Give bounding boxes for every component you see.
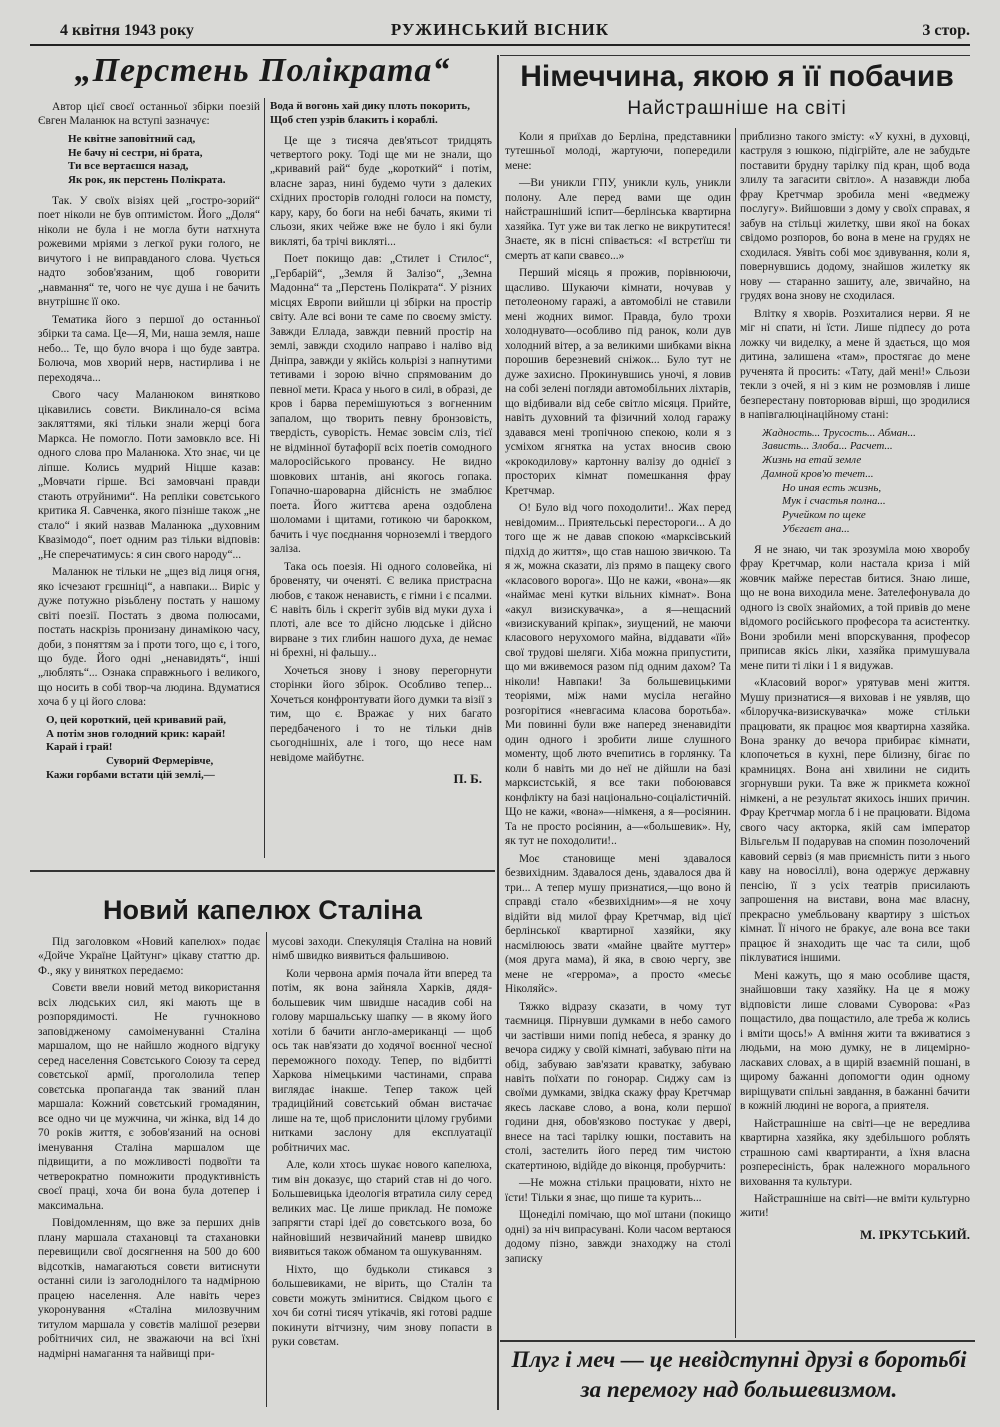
verse-line: Жизнь на етай земле	[762, 454, 862, 467]
paragraph: О! Було від чого походолити!.. Жах перед невідомим... Приятельські перестороги... А до того ще ж не давав спокою «марксівський підхід до життя», що став нашою звичкою. Та я ж, можна сказати, ліз прямо в пащеку свого «класового ворога». Що не кажи, «вона»—як «наймає мені кутки вільних кімнат». Вона «акул визискувачка», а я—нещасний «визискуваний кріпак», зиущений, не маючи класового нерухомого майна, віддавати «їй» свої трудові шеляги. Хіба можна припустити, що ми вживемося разом під одним дахом? Та ніколи! Навпаки! За большевицькими теоріями, між нами мусіла негайно розгорітися «невгасима класова боротьба». Ми повинні були вже наперед зненавидіти один одного і зробити лише слушного моменту, щоб люто вчепитись в горлянку. Та коли б навіть ми до неї не дійшли на базі марксистській, я все таки побоювався конфлікту на базі національно-соціалістичній. Що не кажи, «вона»—німкеня, а я—росіянин. Та не просто росіянин, а—«большевик». Ну, як тут не походолити!..	[505, 502, 731, 848]
column-divider	[497, 55, 499, 1410]
paragraph: Хочеться знову і знову перегорнути сторінки його збірок. Особливо тепер... Хочеться конфронтувати його думки та візії з тим, що є. Вражає у них багато передбаченого і то не тільки днів сьогоднішніх, але і того, що несе нам невідоме майбутнє.	[270, 664, 492, 764]
paragraph: Така ось поезія. Ні одного соловейка, ні бровеняту, чи оченяті. Є велика пристрасна любов, є також ненависть, є гімни і є псалми. Є навіть біль і скрегіт зубів від муки духа і плоті, але все то дійсно людське і дійсно вирване з тих глибин нашого духа, де немає ні брехні, ні фальшу...	[270, 560, 492, 660]
epigraph	[68, 133, 260, 188]
verse-line: Но иная есть жизнь,	[782, 481, 882, 494]
paragraph: «Класовий ворог» урятував мені життя. Мушу признатися—я виховав і не уявляв, що «білоручка-визискувачка» може стільки працювати, як працює моя квартирна хазяйка. Вона зранку до вечора прибирає кімнати, клопочеться в кухні, пере білизну, бігає по крамницях. Вона ані хвилини не сидить згорнувши руки. Та вже ж прикмета кожної німкені, а не результат якихось інших причин. Фрау Кретчмар могла б і не працювати. Відома свого часу акторка, якій сам імператор Вільгельм II подарував на спомин позолочений кавовий сервіз (я мав приємність пити з нього каву на новосіллі), вона одержує державну пенсію, її з усіх театрів присилають запрошення на вистави, вона має власну, прекрасно умебльовану квартиру з шістьох кімнат. Її нічого не бракує, але вона все таки працює й знаходить ще час та сили, щоб піклуватися іншими.	[740, 677, 970, 965]
paragraph: Тематика його з першої до останньої збірки та сама. Це—Я, Ми, наша земля, наше небо... Те, що було вчора і що буде завтра. Болюча, мов хворий нерв, настирлива і не переходяча...	[38, 313, 260, 384]
article-column	[38, 100, 260, 855]
verse-line: Вода й вогонь хай дику плоть покорить,	[270, 100, 470, 112]
verse-line: Суворий Фермерівче,	[106, 755, 214, 768]
paragraph: Під заголовком «Новий капелюх» подає «Дойче Україне Цайтунг» цікаву статтю др. Ф., яку у виняткох передаємо:	[38, 936, 260, 977]
paragraph: Так. У своїх візіях цей „гостро-зорий“ поет ніколи не був оптимістом. Його „Доля“ ніколи не була і не могла бути натхнута рожевими мріями з легкої руки голого, не вичутого і не виправданого слова. Чується надто зобов'язаним, щоб говорити „навмання“ те, чого не чує душа і не бачить внутрішнє її око.	[38, 194, 260, 309]
verse-line: Ручейком по щеке	[782, 509, 866, 522]
newspaper-name: РУЖИНСЬКИЙ ВІСНИК	[390, 20, 610, 39]
verse-line: Як рок, як перстень Полікрата.	[68, 174, 226, 187]
paragraph: Мені кажуть, що я маю особливе щастя, знайшовши таку хазяйку. На це я можу відповісти лише словами Суворова: «Раз пощастило, два пощастило, але треба ж колись і вміти щось!» А вміння жити та вживатися з людьми, на мою думку, не в лицемірно-ласкавих словах, а в щирій взаємній пошані, в щирому бажанні допомогти один одному виріщувати спільні завдання, в бажанні бачити в кожній людині не ворога, а приятеля.	[740, 969, 970, 1113]
verse-line: Жадность... Трусость... Абман...	[762, 426, 916, 439]
column-divider	[735, 128, 736, 1338]
verse-line: А потім знов голодний крик: карай!	[46, 727, 226, 740]
verse-line: Убєгаєт ана...	[782, 522, 850, 535]
paragraph: Поет покищо дав: „Стилет і Стилос“, „Гербарій“, „Земля й Залізо“, „Земна Мадонна“ та „Перстень Полікрата“. У різних місцях Европи вийшли ці збірки на простір світу. Але всі вони те саме по своєму змісту. Завжди Еллада, завжди певний простір на землі, завжди сходило направо і наліво від Дніпра, завжди у якійсь кольрізі з напнутими тетивами і зорою вічно спрямованим до певної мети. Краса у нього в силі, в образі, де кров і барва перемішуються з вогненним запалом, що творить певну бронзовість, твердість, суворість. Немає зовсім сліз, тієї не відмінної бутафорії всіх поетів сомодного малоросійського провансу. Не видно шовкових штанів, ані якогось гопака. Гопачно-шароварна дійсність не змаблює поета. Його життєва арена оздоблена шоломами і щитами, готикою чи барокком, бачить і чує поєднання чорноземлі і твердого заліза.	[270, 253, 492, 556]
article-subtitle: Найстрашніше на світі	[627, 98, 847, 119]
article-column	[740, 130, 970, 1338]
verse-line: Карай і грай!	[46, 741, 113, 754]
verse-line: Дамной кров'ю течет...	[762, 467, 874, 480]
verse-line: Щоб степ узрів блакить і кораблі.	[270, 113, 438, 126]
paragraph: Повідомленням, що вже за перших днів плану маршала стахановці та стахановки перевищили свої досягнення на 500 до 600 відсотків, намагаються совєти витиснути останні сили із заголоднілого та надмірною працею населення. Але навіть через укоронування «Сталіна милозвучним титулом маршала у совєтів малішої резерви робітничих сил, не зважаючи на всі їхні надмірні намагання та найвищі при-	[38, 1217, 260, 1360]
slogan-banner: Плуг і меч — це невідступні друзі в боротьбі за перемогу над большевизмом.	[511, 1347, 967, 1402]
paragraph: Це ще з тисяча дев'ятьсот тридцять четвертого року. Тоді ще ми не знали, що „кривавий рай“ буде „короткий“ і потім, власне зараз, нині будемо чути з далеких східних просторів голодні голоси на помсту, кару, кару, бо боги на небі бачать, якими ті сльози, яких чейже вже не було і які були викляті, ба трічі викляті...	[270, 134, 492, 248]
quoted-verse	[46, 714, 260, 783]
paragraph: Моє становище мені здавалося безвихідним. Здавалося день, здавалося два й три... А тепер мушу признатися,—що воно й справді стало «безвихідним»—я не хочу відійти від милої фрау Кретчмар, від цієї берлінської квартирної хазяйки, яку насмілююсь звати «майне цвайте муттер» (моя друга мама), й яка, в свою чергу, зве мене не «геррома», а просто «месьє Ніколяйс».	[505, 852, 731, 996]
verse-line: Ти все вертаєшся назад,	[68, 160, 189, 173]
paragraph: Маланюк не тільки не „щез від лиця огня, яко ісчезают грєшніці“, а навпаки... Виріс у дуже потужно різьблену постать у нашому світі поезії. Постать з двома полюсами, постать наскрізь пронизану динамікою часу, доби, з поняттям за і проти того, що є, і того, що буде. Його одні „ненавидять“, інші „люблять“... Ознака справжнього і великого, що носить в собі твор-ча людина. Вдуматися хоча б у ці його слова:	[38, 566, 260, 709]
issue-date: 4 квітня 1943 року	[60, 22, 194, 39]
article-title: Новий капелюх Сталіна	[103, 895, 422, 925]
verse-line: Не квітне заповітний сад,	[68, 132, 196, 145]
article-title: „Перстень Полікрата“	[74, 52, 451, 89]
paragraph: Коли я приїхав до Берліна, представники тутешньої молоді, жартуючи, попередили мене:	[505, 131, 731, 172]
page-header	[30, 18, 970, 46]
paragraph: Але, коли хтось шукає нового капелюха, тим він доказує, що старий став ні до чого. Большевицька ідеологія втратила силу серед великих мас. Це лише приклад. Не поможе запрягти старі ідеї до совєтського воза, бо найновіший незвичайний маневр швидко виявиться також обманом та ошукуванням.	[272, 1159, 492, 1259]
paragraph: мусові заходи. Спекуляція Сталіна на новий німб швидко виявиться фальшивою.	[272, 936, 492, 963]
page-number: 3 стор.	[922, 22, 970, 39]
paragraph: Свого часу Маланюком винятково цікавились совєти. Виклинало-ся всіма закляттями, які тільки знали жерці бога Маркса. Не помогло. Поти замовкло все. Ні одного слова про Маланюка. Хто знає, чи це ліпше. Колись мудрий Ніцше казав: „Мовчати гірше. Всі замовчані правди стають отруйними“. На репліки совєтського критика Я. Савченка, якого пізніше також „не стало“ і який назвав Маланюка „духовним Квазімодо“, поет одним раз тільки відповів: „Не сперечатимусь: я син свого народу“...	[38, 389, 260, 561]
poem	[762, 427, 970, 537]
paragraph: Коли червона армія почала йти вперед та потім, як вона зайняла Харків, дядя-большевик чим швидше насадив собі на голову маршальську шапку — в якому його хотіли б бачити англо-американці — щоб ось так нав'язати до ходячої воєнної чесної переможного походу. Тепер, по відбитті Харкова німецькими частинами, справа виглядає інакше. Тепер також цей традиційний совєтський обман вистачає лише на те, щоб прислонити цілому грубими нитками заслону для експлуатації робітничих мас.	[272, 967, 492, 1154]
quoted-verse	[270, 100, 492, 128]
section-divider	[30, 870, 495, 872]
paragraph: Перший місяць я прожив, порівнюючи, щасливо. Шукаючи кімнати, ночував у петолеоному гаражі, а автомобілі не ставили мені жодних вимог. Правда, було трохи холоднувато—особливо під ранок, коли дув холодний вітер, а за великими шибками вікна порошив березневий сніжок... Було тут не дуже захисно. Прокинувшись уночі, я ловив на собі зелені погляди автомобільних ліхтарів, що відбивали від себе світло місяця. Прийте, навіть духовний та фізичний холод гаражу здавався мені тропічною спекою, коли я з усміхом ягнятка на устах вносив свою «крокодилову» картонну валізу до однієї з просторих кімнат помешкання фрау Кретчмар.	[505, 267, 731, 497]
paragraph: Я не знаю, чи так зрозуміла мою хворобу фрау Кретчмар, коли настала криза і мій жовчик майже перестав битися. Знаю лише, що не вона виходила мене. Зателефонувала до одного із своїх знайомих, а той привів до мене відомого російського професора та асистентку. Вони зробили мені впорскування, професор приписав якісь ліки, хазяйка примушувала мене пити ті ліки і 1 я видужав.	[740, 543, 970, 672]
article-column	[38, 935, 260, 1405]
section-divider	[500, 1340, 975, 1342]
paragraph: —Ви уникли ГПУ, уникли куль, уникли полону. Але перед вами ще один найстрашніший іспит—берлінська квартирна хазяйка. Тут уже ви так легко не викрутитеся! Знаєте, як в пісні співається: «І встрєтїш ти смерть ат капи свавєо...»	[505, 177, 731, 262]
paragraph: Влітку я хворів. Розхиталися нерви. Я не міг ні спати, ні їсти. Лише підпесу до рота ложку чи виделку, а мене й здається, що моя дитина, залишена «там», простягає до мене рученята й просить: «Тату, дай мені!» Сльози текли з очей, я ні з ким не розмовляв і лише безперестану повторював вірші, що зродилися в напівгалюцінаційному стані:	[740, 307, 970, 422]
paragraph: Щонеділі помічаю, що мої штани (покищо одні) за ніч випрасувані. Коли часом вертаюся додому пізно, завжди знаходжу на столі записку	[505, 1209, 731, 1265]
paragraph: Тяжко відразу сказати, в чому тут таємниця. Пірнувши думками в небо самого чи застівши ними попід небеса, я зранку до вечора сиджу у своїй кімнаті, забуваю піти на обід, забуваю зав'язати краватку, забуваю навіть поїхати по гонорар. Сиджу сам із своїми думками, звідка скажу фрау Кретчмар якесь ласкаве слово, а вона, коли першої години дня, обов'язково постукає у двері, внесе на тасі тарілку юшки, поставить на столі, застелить його перед тим чистою скатертиною, відійде до віконця, пробурчить:	[505, 1000, 731, 1172]
verse-line: О, цей короткий, цей кривавий рай,	[46, 713, 227, 726]
article-signature: П. Б.	[453, 771, 482, 787]
article-signature: М. ІРКУТСЬКИЙ.	[859, 1226, 970, 1242]
paragraph: Найстрашніше на світі—не вміти культурно жити!	[740, 1193, 970, 1220]
paragraph: Автор цієї своєї останньої збірки поезій Євген Маланюк на вступі зазначує:	[38, 101, 260, 128]
article-column	[272, 935, 492, 1405]
column-divider	[266, 932, 267, 1407]
verse-line: Мук і счастья полна...	[782, 495, 886, 508]
verse-line: Кажи горбами встати цій землі,—	[46, 768, 215, 781]
paragraph: Совєти ввели новий метод використання всіх людських сил, які мають ще в розпорядимості. Не гучнокново заповідженому самоіменуванні Сталіна маршалом, що не найшло жодного відгуку серед населення Совєтського Союзу та серед совєтської армії, прогололила тепер совєтська пропаганда так званий план маршала: Кожний совєтський громадянин, все одно чи це мужчина, чи жінка, від 14 до 70 років життя, є зобов'язаний на основі іменування Сталіна маршалом ще підвищити, а по можливості подвоїти та четверократно помножити продуктивність своєї праці, хоча би вона була дотепер і максимальна.	[38, 982, 260, 1212]
article-column	[505, 130, 731, 1338]
article-column	[270, 100, 492, 860]
verse-line: Зависть... Злоба... Расчет...	[762, 440, 893, 453]
paragraph: —Не можна стільки працювати, ніхто не їсти! Тільки я знає, що пише та курить...	[505, 1177, 731, 1204]
column-divider	[264, 98, 265, 858]
paragraph: приблизно такого змісту: «У кухні, в духовці, каструля з юшкою, підігрійте, але не забудьте поставити брудну тарілку під кран, щоб вода злилу та загасити світло». А назавжди люба фрау Кретчмар зробила мені «ведмежу послугу». Вийшовши з дому у своїх справах, я забув на стільці жилетку, шви якої на боках свідомо розпоров, бо вона в мене на грудях не сходилася. Уявіть собі моє здивування, коли я, повернувшись додому, знайшов жилетку як нову — старанно зашиту, але, звичайно, на грудях вона знову не сходилася.	[740, 131, 970, 303]
paragraph: Ніхто, що будьколи стикався з большевиками, не вірить, що Сталін та совєти можуть змінитися. Свідком цього є хоч би сотні тисяч утікачів, які готові радше покинути вітчизну, чим знову попасти в руки совєтам.	[272, 1263, 492, 1349]
verse-line: Не бачу ні сестри, ні брата,	[68, 146, 203, 159]
article-title: Німеччина, якою я її побачив	[520, 60, 954, 93]
section-divider	[500, 55, 970, 56]
paragraph: Найстрашніше на світі—це не вередлива квартирна хазяйка, яку здебільшого роблять страшною самі квартиранти, а їхня власна розпересіність, брак належного морального виховання та культури.	[740, 1117, 970, 1188]
